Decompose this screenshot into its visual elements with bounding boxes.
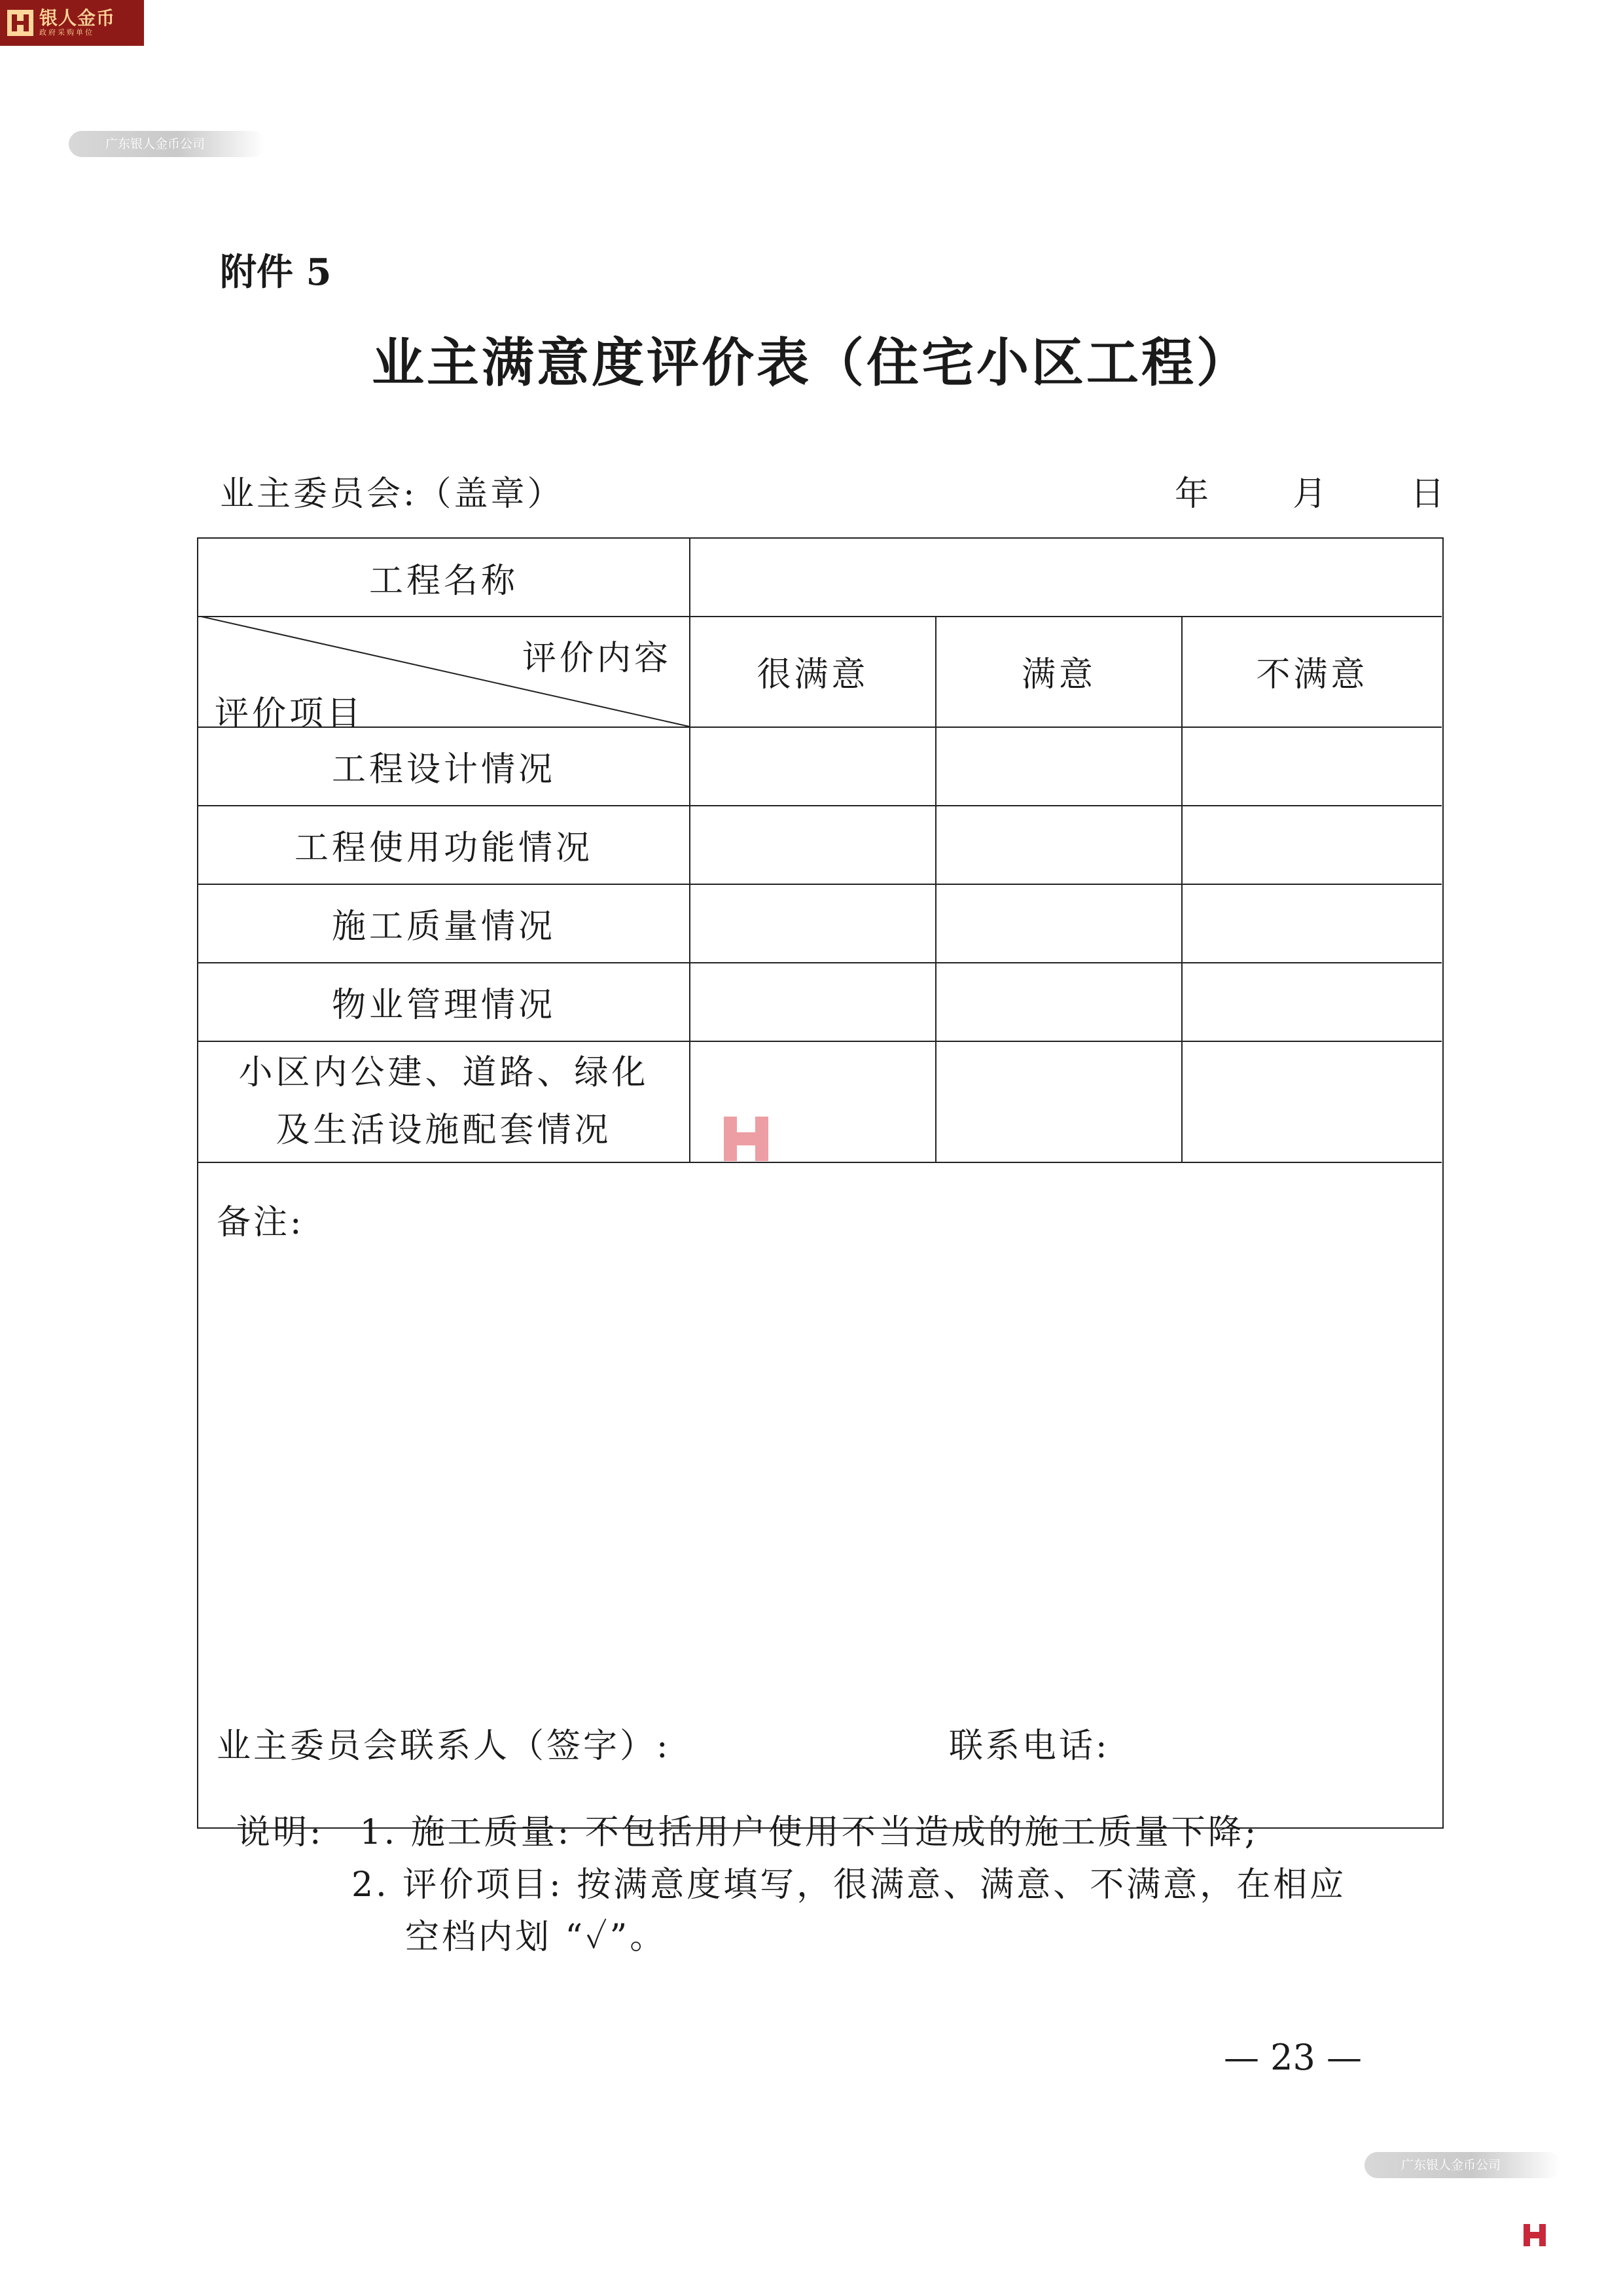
- check-cell[interactable]: [690, 963, 935, 1041]
- row-item-function: 工程使用功能情况: [294, 828, 593, 868]
- column-header-very-satisfied: 很满意: [757, 655, 869, 694]
- row-item-facilities-line2: 及生活设施配套情况: [276, 1111, 612, 1150]
- explanation-item-2-line1: 2. 评价项目: 按满意度填写，很满意、满意、不满意，在相应: [351, 1865, 1347, 1905]
- check-cell[interactable]: [690, 728, 935, 805]
- committee-seal-label: 业主委员会:（盖章）: [220, 475, 564, 514]
- row-item-facilities: [198, 1041, 689, 1162]
- check-cell[interactable]: [936, 885, 1181, 962]
- check-cell[interactable]: [690, 806, 935, 884]
- check-cell[interactable]: [1183, 1042, 1442, 1162]
- logo-main-text: 银人金币: [39, 7, 116, 29]
- page-number: — 23 —: [1224, 2037, 1363, 2078]
- date-month: 月: [1293, 475, 1327, 514]
- check-cell[interactable]: [936, 806, 1181, 884]
- date-day: 日: [1410, 475, 1445, 514]
- column-header-satisfied: 满意: [1021, 655, 1096, 694]
- check-cell[interactable]: [936, 728, 1181, 805]
- row-item-facilities-line1: 小区内公建、道路、绿化: [238, 1053, 649, 1092]
- row-item-design: 工程设计情况: [331, 749, 556, 789]
- project-name-label: 工程名称: [368, 561, 518, 601]
- explanation-prefix: 说明:: [236, 1813, 324, 1852]
- check-cell[interactable]: [936, 1042, 1181, 1162]
- logo-sub-text: 政府采购单位: [39, 28, 94, 37]
- brand-logo: [0, 0, 144, 46]
- column-header-unsatisfied: 不满意: [1256, 655, 1368, 694]
- check-cell[interactable]: [690, 885, 935, 962]
- contact-person-label: 业主委员会联系人（签字）:: [217, 1727, 671, 1766]
- explanation-block: [236, 1806, 1346, 1964]
- check-cell[interactable]: [936, 963, 1181, 1041]
- header-diag-bottom: 评价项目: [215, 694, 365, 734]
- date-year: 年: [1175, 475, 1209, 514]
- logo-mark-icon: [5, 8, 35, 38]
- watermark-logo-icon: [720, 1113, 772, 1165]
- watermark-strip-top: 广东银人金币公司: [69, 131, 265, 157]
- notes-label: 备注:: [217, 1203, 304, 1242]
- watermark-strip-bottom: 广东银人金币公司: [1364, 2152, 1561, 2178]
- row-item-property-management: 物业管理情况: [331, 985, 556, 1025]
- explanation-item-2-line2: 空档内划 “✓”。: [405, 1918, 667, 1957]
- attachment-label: 附件 5: [220, 251, 332, 294]
- check-cell[interactable]: [1183, 728, 1442, 805]
- project-name-field[interactable]: [690, 539, 1442, 616]
- corner-logo-icon: [1522, 2222, 1548, 2248]
- check-cell[interactable]: [1183, 806, 1442, 884]
- row-item-construction-quality: 施工质量情况: [331, 906, 556, 946]
- check-cell[interactable]: [1183, 885, 1442, 962]
- evaluation-table: [197, 537, 1444, 1829]
- page-title: 业主满意度评价表（住宅小区工程）: [372, 332, 1251, 393]
- explanation-item-1: 1. 施工质量: 不包括用户使用不当造成的施工质量下降;: [359, 1813, 1259, 1852]
- date-fields: [1175, 466, 1444, 515]
- check-cell[interactable]: [1183, 963, 1442, 1041]
- header-diag-top: 评价内容: [522, 639, 672, 678]
- contact-phone-label: 联系电话:: [949, 1727, 1110, 1766]
